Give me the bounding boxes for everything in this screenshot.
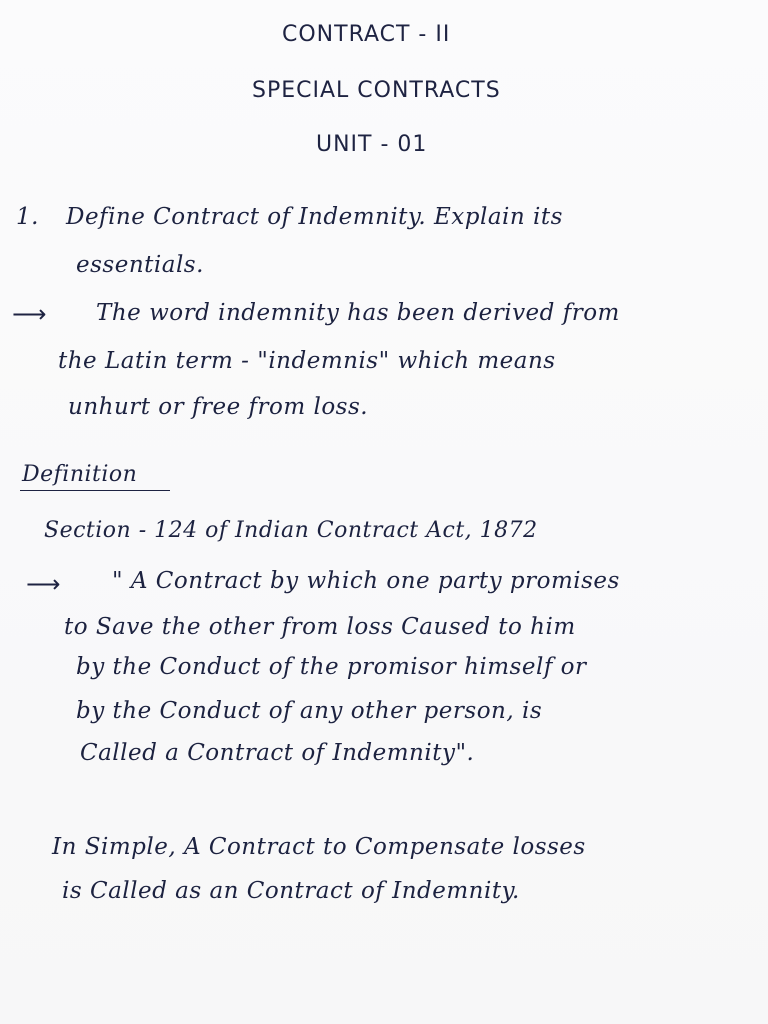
course-title: CONTRACT - II	[282, 22, 451, 47]
definition-heading: Definition	[22, 462, 138, 487]
definition-underline	[20, 490, 170, 491]
question-line-1: Define Contract of Indemnity. Explain its	[66, 204, 563, 230]
definition-arrow-icon: ⟶	[26, 570, 61, 598]
definition-quote-line-4: by the Conduct of any other person, is	[76, 698, 543, 724]
unit-title: UNIT - 01	[316, 132, 428, 157]
definition-quote-line-1: " A Contract by which one party promises	[112, 568, 620, 594]
question-line-2: essentials.	[76, 252, 204, 278]
question-number: 1.	[16, 204, 39, 230]
definition-quote-line-3: by the Conduct of the promisor himself or	[76, 654, 587, 680]
definition-quote-line-5: Called a Contract of Indemnity".	[80, 740, 475, 766]
answer-line-1: The word indemnity has been derived from	[96, 300, 620, 326]
answer-line-2: the Latin term - "indemnis" which means	[58, 348, 556, 374]
summary-line-1: In Simple, A Contract to Compensate losses	[52, 834, 586, 860]
answer-arrow-icon: ⟶	[12, 300, 47, 328]
answer-line-3: unhurt or free from loss.	[68, 394, 369, 420]
subject-title: SPECIAL CONTRACTS	[252, 78, 501, 103]
definition-quote-line-2: to Save the other from loss Caused to him	[64, 614, 576, 640]
summary-line-2: is Called as an Contract of Indemnity.	[62, 878, 520, 904]
section-reference: Section - 124 of Indian Contract Act, 1872	[44, 518, 538, 543]
